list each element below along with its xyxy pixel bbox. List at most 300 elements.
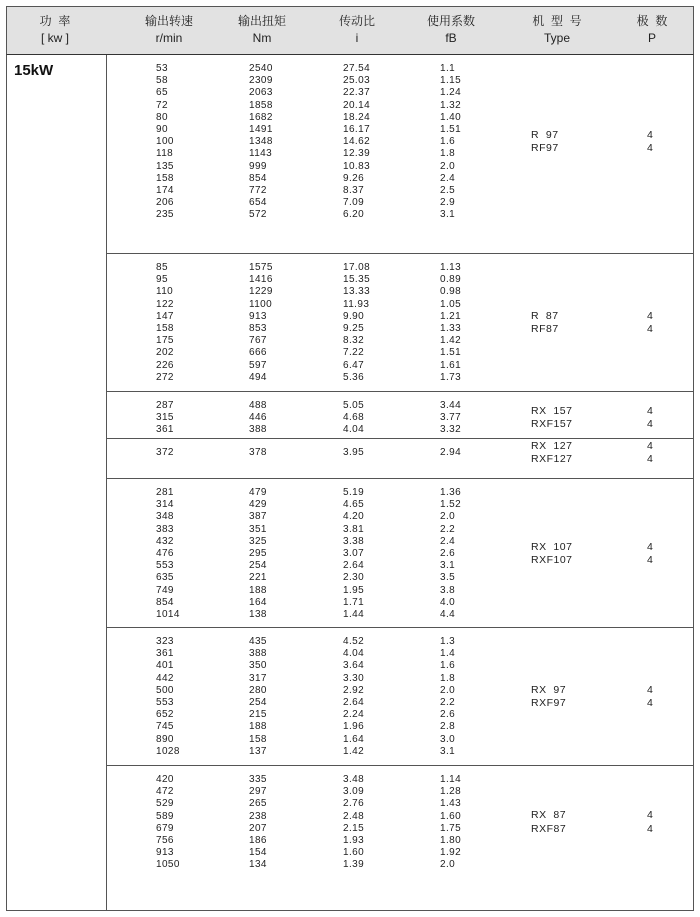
table-cell: 435 [249,636,267,647]
table-cell: 1100 [249,298,273,310]
table-cell: 2.15 [343,822,365,834]
poles-number: 4 [647,540,653,553]
table-cell: 16.17 [343,124,371,136]
table-cell: 1.1 [440,63,456,74]
table-cell: 1.39 [343,859,365,871]
table-cell: 652 [156,709,174,721]
table-cell: 1050 [156,859,180,871]
model-type-label: RXF97 [531,697,567,709]
table-cell: 134 [249,859,267,871]
table-cell: 335 [249,774,267,785]
table-cell: 2309 [249,75,273,87]
table-cell: 110 [156,286,174,298]
table-cell: 3.8 [440,584,456,596]
table-cell: 118 [156,148,174,160]
table-cell: 122 [156,298,174,310]
table-cell: 3.0 [440,733,456,745]
table-cell: 90 [156,124,168,136]
table-cell: 0.89 [440,274,462,286]
table-cell: 1.60 [440,810,462,822]
table-cell: 913 [156,847,174,859]
torque-column [249,447,267,459]
table-cell: 2.64 [343,560,365,572]
table-cell: 5.19 [343,487,365,498]
table-cell: 85 [156,262,168,273]
table-cell: 420 [156,774,174,785]
table-cell: 749 [156,584,174,596]
table-cell: 350 [249,660,267,672]
table-cell: 572 [249,209,267,221]
table-cell: 999 [249,160,267,172]
poles-number: 4 [647,453,653,466]
table-cell: 401 [156,660,174,672]
table-cell: 1858 [249,99,273,111]
poles-number: 4 [647,683,653,696]
table-cell: 388 [249,424,267,436]
table-cell: 500 [156,684,174,696]
spec-group [107,439,694,479]
table-cell: 235 [156,209,174,221]
table-cell: 3.95 [343,447,365,458]
poles-value [647,440,653,467]
poles-number: 4 [647,128,653,141]
table-cell: 158 [249,733,267,745]
ratio-column [343,63,370,222]
table-cell: 1.21 [440,310,462,322]
table-cell: 2.64 [343,697,365,709]
ratio-column [343,487,364,621]
spec-group [107,628,694,766]
table-cell: 20.14 [343,99,371,111]
table-cell: 1.32 [440,99,462,111]
table-cell: 4.04 [343,424,365,436]
table-cell: 254 [249,560,267,572]
spec-group [107,479,694,628]
table-cell: 2.6 [440,709,456,721]
speed-column [156,774,180,872]
table-cell: 472 [156,786,174,798]
speed-column [156,447,174,459]
table-cell: 272 [156,371,174,383]
table-cell: 361 [156,424,174,436]
table-cell: 95 [156,274,168,286]
table-cell: 17.08 [343,262,371,273]
factor-column [440,487,461,621]
model-type [531,440,573,467]
table-cell: 323 [156,636,174,647]
table-cell: 2540 [249,63,273,74]
table-cell: 3.64 [343,660,365,672]
torque-column [249,487,267,621]
model-type-label: RXF87 [531,822,567,835]
factor-column [440,63,461,222]
table-cell: 854 [249,172,267,184]
table-cell: 2.0 [440,511,456,523]
table-cell: 13.33 [343,286,371,298]
table-cell: 1.40 [440,111,462,123]
table-cell: 3.5 [440,572,456,584]
table-cell: 913 [249,310,267,322]
speed-column [156,400,174,437]
table-cell: 9.25 [343,323,365,335]
table-cell: 372 [156,447,174,458]
header-type: 机 型 号 Type [532,14,582,45]
table-cell: 164 [249,596,267,608]
table-cell: 1.92 [440,847,462,859]
ratio-column [343,774,364,872]
table-cell: 1.60 [343,847,365,859]
table-cell: 1.75 [440,822,462,834]
power-value: 15kW [14,62,54,79]
table-cell: 58 [156,75,168,87]
table-cell: 1575 [249,262,273,273]
table-cell: 2.76 [343,798,365,810]
table-cell: 2.0 [440,684,456,696]
header-poles: 极 数 P [636,14,668,45]
table-cell: 154 [249,847,267,859]
table-cell: 772 [249,185,267,197]
table-cell: 1.13 [440,262,462,273]
table-cell: 295 [249,548,267,560]
table-cell: 1.51 [440,124,462,136]
table-cell: 6.20 [343,209,365,221]
table-cell: 890 [156,733,174,745]
factor-column [440,262,461,384]
table-cell: 3.30 [343,672,365,684]
header-speed: 输出转速 r/min [144,14,193,45]
table-cell: 314 [156,499,174,511]
table-cell: 666 [249,347,267,359]
poles-number: 4 [647,142,653,155]
table-cell: 3.09 [343,786,365,798]
table-cell: 12.39 [343,148,371,160]
model-type-label: RX 107 [531,540,573,553]
poles-number: 4 [647,323,653,335]
table-cell: 3.1 [440,745,456,757]
table-cell: 5.05 [343,400,365,411]
table-cell: 18.24 [343,111,371,123]
table-cell: 4.68 [343,412,365,424]
table-cell: 158 [156,323,174,335]
table-cell: 6.47 [343,359,365,371]
speed-column [156,262,174,384]
table-cell: 1.42 [343,745,365,757]
table-cell: 287 [156,400,174,411]
table-cell: 1229 [249,286,273,298]
table-cell: 238 [249,810,267,822]
table-cell: 553 [156,560,174,572]
table-cell: 494 [249,371,267,383]
table-cell: 442 [156,672,174,684]
table-cell: 1416 [249,274,273,286]
torque-column [249,262,273,384]
model-type [531,684,566,711]
table-cell: 1.8 [440,672,456,684]
torque-column [249,400,267,437]
model-type-label: RX 97 [531,683,567,696]
table-cell: 679 [156,822,174,834]
table-cell: 479 [249,487,267,498]
table-cell: 1028 [156,745,180,757]
table-cell: 1.95 [343,584,365,596]
poles-value [647,405,653,432]
table-cell: 2.0 [440,160,456,172]
model-type [531,310,559,337]
header-power: 功 率 [ kw ] [39,14,71,45]
model-type-label: RF87 [531,323,559,335]
poles-value [647,129,653,156]
table-cell: 2063 [249,87,273,99]
table-cell: 1.93 [343,835,365,847]
table-cell: 4.20 [343,511,365,523]
table-cell: 188 [249,584,267,596]
table-cell: 8.32 [343,335,365,347]
torque-column [249,774,267,872]
table-cell: 383 [156,523,174,535]
table-cell: 1.36 [440,487,462,498]
table-cell: 158 [156,172,174,184]
table-cell: 188 [249,721,267,733]
model-type-label: RXF107 [531,554,573,567]
table-cell: 589 [156,810,174,822]
table-cell: 1.15 [440,75,462,87]
table-cell: 348 [156,511,174,523]
table-cell: 1.44 [343,609,365,621]
table-cell: 206 [156,197,174,209]
model-type-label: RX 157 [531,404,573,417]
table-cell: 207 [249,822,267,834]
model-type [531,541,573,568]
table-cell: 1.28 [440,786,462,798]
table-cell: 4.52 [343,636,365,647]
table-cell: 11.93 [343,298,370,310]
table-cell: 854 [156,596,174,608]
table-cell: 10.83 [343,160,371,172]
table-cell: 281 [156,487,174,498]
table-cell: 387 [249,511,267,523]
table-cell: 553 [156,697,174,709]
table-cell: 1.52 [440,499,462,511]
table-cell: 1.33 [440,323,462,335]
table-cell: 226 [156,359,174,371]
table-cell: 597 [249,359,267,371]
table-cell: 22.37 [343,87,371,99]
model-type-label: RXF157 [531,418,573,431]
speed-column [156,63,174,222]
table-cell: 1.6 [440,660,456,672]
table-cell: 317 [249,672,267,684]
model-type [531,809,566,836]
table-cell: 1.24 [440,87,462,99]
spec-group [107,392,694,439]
table-cell: 432 [156,535,174,547]
table-cell: 4.4 [440,609,456,621]
ratio-column [343,447,364,459]
table-cell: 745 [156,721,174,733]
spec-group [107,254,694,392]
table-cell: 378 [249,447,267,458]
table-cell: 202 [156,347,174,359]
table-cell: 1348 [249,136,273,148]
table-cell: 280 [249,684,267,696]
model-type [531,129,559,156]
factor-column [440,774,461,872]
table-cell: 27.54 [343,63,371,74]
model-type-label: RXF127 [531,453,573,466]
table-cell: 853 [249,323,267,335]
table-cell: 221 [249,572,267,584]
model-type-label: RF97 [531,142,559,155]
table-cell: 1.43 [440,798,462,810]
table-cell: 1.73 [440,371,462,383]
table-cell: 3.44 [440,400,462,411]
table-cell: 1.05 [440,298,462,310]
ratio-column [343,262,370,384]
speed-column [156,636,180,758]
table-cell: 3.07 [343,548,365,560]
table-cell: 2.2 [440,697,456,709]
table-cell: 1.61 [440,359,462,371]
torque-column [249,636,267,758]
table-cell: 8.37 [343,185,365,197]
table-cell: 488 [249,400,267,411]
table-cell: 325 [249,535,267,547]
model-type-label: R 97 [531,128,559,141]
table-cell: 215 [249,709,267,721]
table-cell: 2.4 [440,172,456,184]
poles-value [647,541,653,568]
table-cell: 2.30 [343,572,365,584]
table-cell: 1.6 [440,136,456,148]
poles-value [647,809,653,836]
header-torque: 输出扭矩 Nm [237,14,286,45]
table-cell: 138 [249,609,267,621]
table-cell: 100 [156,136,174,148]
table-cell: 429 [249,499,267,511]
table-cell: 3.77 [440,412,462,424]
table-cell: 1.71 [343,596,365,608]
table-cell: 1.8 [440,148,456,160]
table-cell: 65 [156,87,168,99]
table-cell: 175 [156,335,174,347]
table-cell: 635 [156,572,174,584]
poles-number: 4 [647,404,653,417]
table-cell: 1.3 [440,636,456,647]
poles-value [647,310,653,337]
poles-value [647,684,653,711]
table-cell: 1.14 [440,774,462,785]
table-cell: 1.51 [440,347,462,359]
table-cell: 265 [249,798,267,810]
poles-number: 4 [647,809,653,822]
header-factor: 使用系数 fB [426,14,475,45]
table-cell: 2.9 [440,197,456,209]
table-cell: 2.5 [440,185,456,197]
table-cell: 351 [249,523,267,535]
table-cell: 2.4 [440,535,456,547]
model-type-label: RX 87 [531,809,567,822]
table-cell: 361 [156,648,174,660]
table-cell: 388 [249,648,267,660]
table-cell: 254 [249,697,267,709]
ratio-column [343,636,364,758]
table-cell: 147 [156,310,174,322]
factor-column [440,400,461,437]
header-ratio: 传动比 i [338,14,375,45]
table-cell: 3.1 [440,560,456,572]
poles-number: 4 [647,822,653,835]
table-cell: 767 [249,335,267,347]
table-cell: 1682 [249,111,273,123]
table-cell: 4.0 [440,596,456,608]
model-type-label: RX 127 [531,439,573,452]
table-cell: 3.38 [343,535,365,547]
table-cell: 1.4 [440,648,456,660]
table-cell: 1.96 [343,721,365,733]
table-cell: 2.8 [440,721,456,733]
table-cell: 4.65 [343,499,365,511]
table-cell: 15.35 [343,274,371,286]
table-cell: 2.48 [343,810,365,822]
table-cell: 3.32 [440,424,462,436]
table-cell: 756 [156,835,174,847]
factor-column [440,447,461,459]
table-cell: 80 [156,111,168,123]
table-cell: 297 [249,786,267,798]
table-cell: 2.6 [440,548,456,560]
table-cell: 2.24 [343,709,365,721]
table-cell: 1491 [249,124,273,136]
poles-number: 4 [647,439,653,452]
table-cell: 7.09 [343,197,365,209]
speed-column [156,487,180,621]
table-cell: 446 [249,412,267,424]
ratio-column [343,400,364,437]
table-cell: 5.36 [343,371,365,383]
table-cell: 1.80 [440,835,462,847]
model-type-label: R 87 [531,309,559,322]
table-cell: 476 [156,548,174,560]
table-cell: 529 [156,798,174,810]
table-cell: 53 [156,63,168,74]
table-cell: 4.04 [343,648,365,660]
factor-column [440,636,455,758]
table-cell: 135 [156,160,174,172]
poles-number: 4 [647,554,653,567]
model-type [531,405,573,432]
table-cell: 2.92 [343,684,365,696]
table-cell: 2.0 [440,859,456,871]
table-cell: 1143 [249,148,273,160]
table-cell: 3.1 [440,209,456,221]
table-cell: 137 [249,745,267,757]
table-cell: 1014 [156,609,180,621]
table-cell: 1.42 [440,335,462,347]
table-cell: 2.2 [440,523,456,535]
spec-group [107,55,694,254]
table-cell: 7.22 [343,347,365,359]
table-cell: 72 [156,99,168,111]
table-cell: 3.81 [343,523,365,535]
table-cell: 9.26 [343,172,365,184]
table-cell: 0.98 [440,286,462,298]
table-cell: 9.90 [343,310,365,322]
table-cell: 14.62 [343,136,371,148]
table-cell: 3.48 [343,774,365,785]
table-header [6,6,694,55]
table-cell: 1.64 [343,733,365,745]
poles-number: 4 [647,418,653,431]
